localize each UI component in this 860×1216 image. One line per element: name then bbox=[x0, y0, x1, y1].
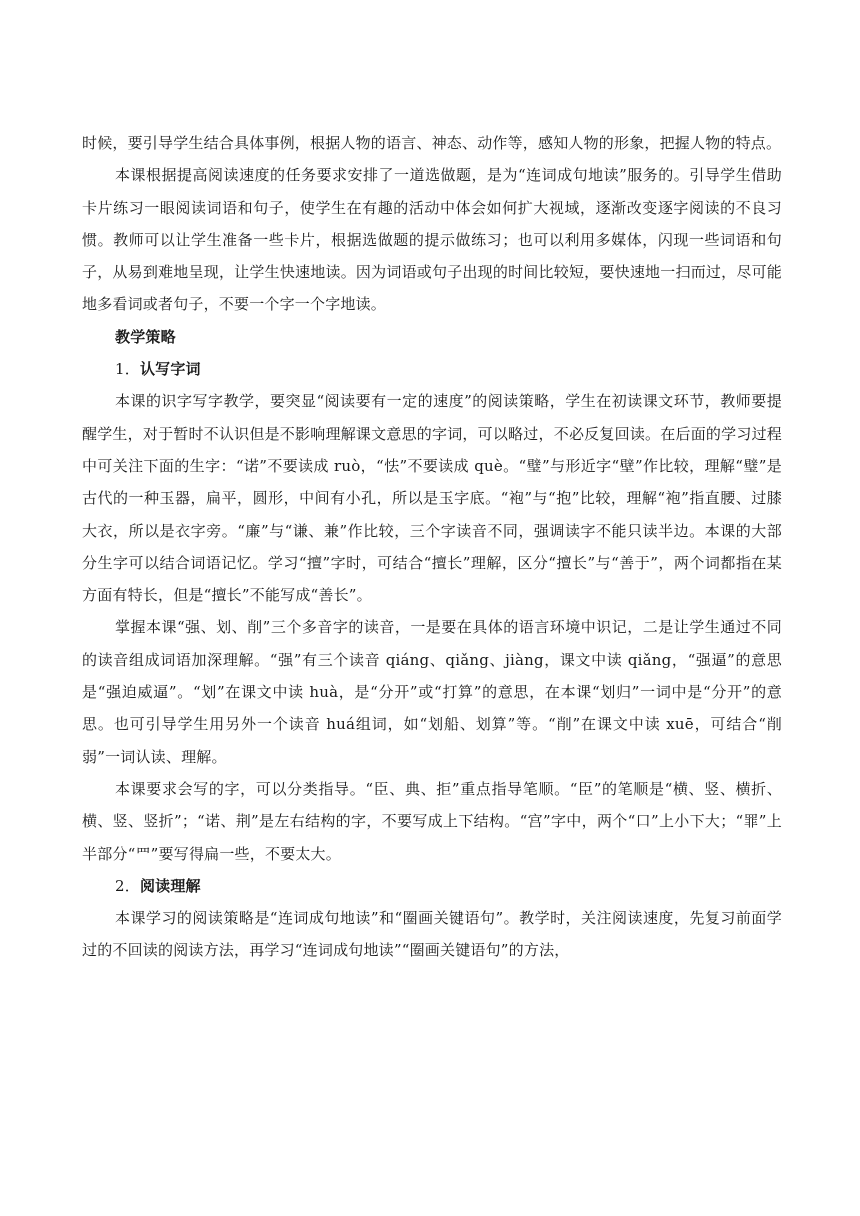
paragraph-6: 本课学习的阅读策略是“连词成句地读”和“圈画关键语句”。教学时，关注阅读速度，先复习前面学过的不回读的阅读方法，再学习“连词成句地读”“圈画关键语句”的方法， bbox=[82, 909, 782, 960]
subsection-heading-2 bbox=[82, 870, 782, 902]
heading-text: 阅读理解 bbox=[139, 876, 201, 895]
heading-text: 认写字词 bbox=[139, 360, 201, 379]
document-page bbox=[82, 127, 782, 967]
paragraph-1: 时候，要引导学生结合具体事例，根据人物的语言、神态、动作等，感知人物的形象，把握人物的特点。 bbox=[82, 134, 782, 152]
heading-text: 教学策略 bbox=[115, 327, 176, 346]
section-heading-teaching-strategy bbox=[82, 321, 782, 353]
paragraph-3: 本课的识字写字教学，要突显“阅读要有一定的速度”的阅读策略，学生在初读课文环节，教师要提醒学生，对于暂时不认识但是不影响理解课文意思的字词，可以略过，不必反复回读。在后面的学习过程中可关注下面的生字：“诺”不要读成 ruò，“怯”不要读成 què。“璧”与形近字“壁”作比较，理解“璧”是古代的一种玉器，扁平，圆形，中间有小孔，所以是玉字底。“袍”与“抱”比较，理解“袍”指直腰、过膝大衣，所以是衣字旁。“廉”与“谦、兼”作比较，三个字读音不同，强调读字不能只读半边。本课的大部分生字可以结合词语记忆。学习“擅”字时，可结合“擅长”理解，区分“擅长”与“善于”，两个词都指在某方面有特长，但是“擅长”不能写成“善长”。 bbox=[82, 392, 782, 605]
subsection-heading-1 bbox=[82, 353, 782, 385]
heading-number: 2． bbox=[115, 876, 140, 895]
paragraph-2: 本课根据提高阅读速度的任务要求安排了一道选做题，是为“连词成句地读”服务的。引导学生借助卡片练习一眼阅读词语和句子，使学生在有趣的活动中体会如何扩大视域，逐渐改变逐字阅读的不良习惯。教师可以让学生准备一些卡片，根据选做题的提示做练习；也可以利用多媒体，闪现一些词语和句子，从易到难地呈现，让学生快速地读。因为词语或句子出现的时间比较短，要快速地一扫而过，尽可能地多看词或者句子，不要一个字一个字地读。 bbox=[82, 166, 782, 314]
paragraph-4: 掌握本课“强、划、削”三个多音字的读音，一是要在具体的语言环境中识记，二是让学生通过不同的读音组成词语加深理解。“强”有三个读音 qiáng、qiǎng、jiàng，课文中读 qiǎng，“强逼”的意思是“强迫威逼”。“划”在课文中读 huà，是“分开”或“打算”的意思，在本课“划归”一词中是“分开”的意思。也可引导学生用另外一个读音 huá组词，如“划船、划算”等。“削”在课文中读 xuē，可结合“削弱”一词认读、理解。 bbox=[82, 618, 782, 766]
paragraph-5: 本课要求会写的字，可以分类指导。“臣、典、拒”重点指导笔顺。“臣”的笔顺是“横、竖、横折、横、竖、竖折”；“诺、荆”是左右结构的字，不要写成上下结构。“宫”字中，两个“口”上小下大；“罪”上半部分“罒”要写得扁一些，不要太大。 bbox=[82, 779, 782, 863]
heading-number: 1． bbox=[115, 360, 140, 379]
